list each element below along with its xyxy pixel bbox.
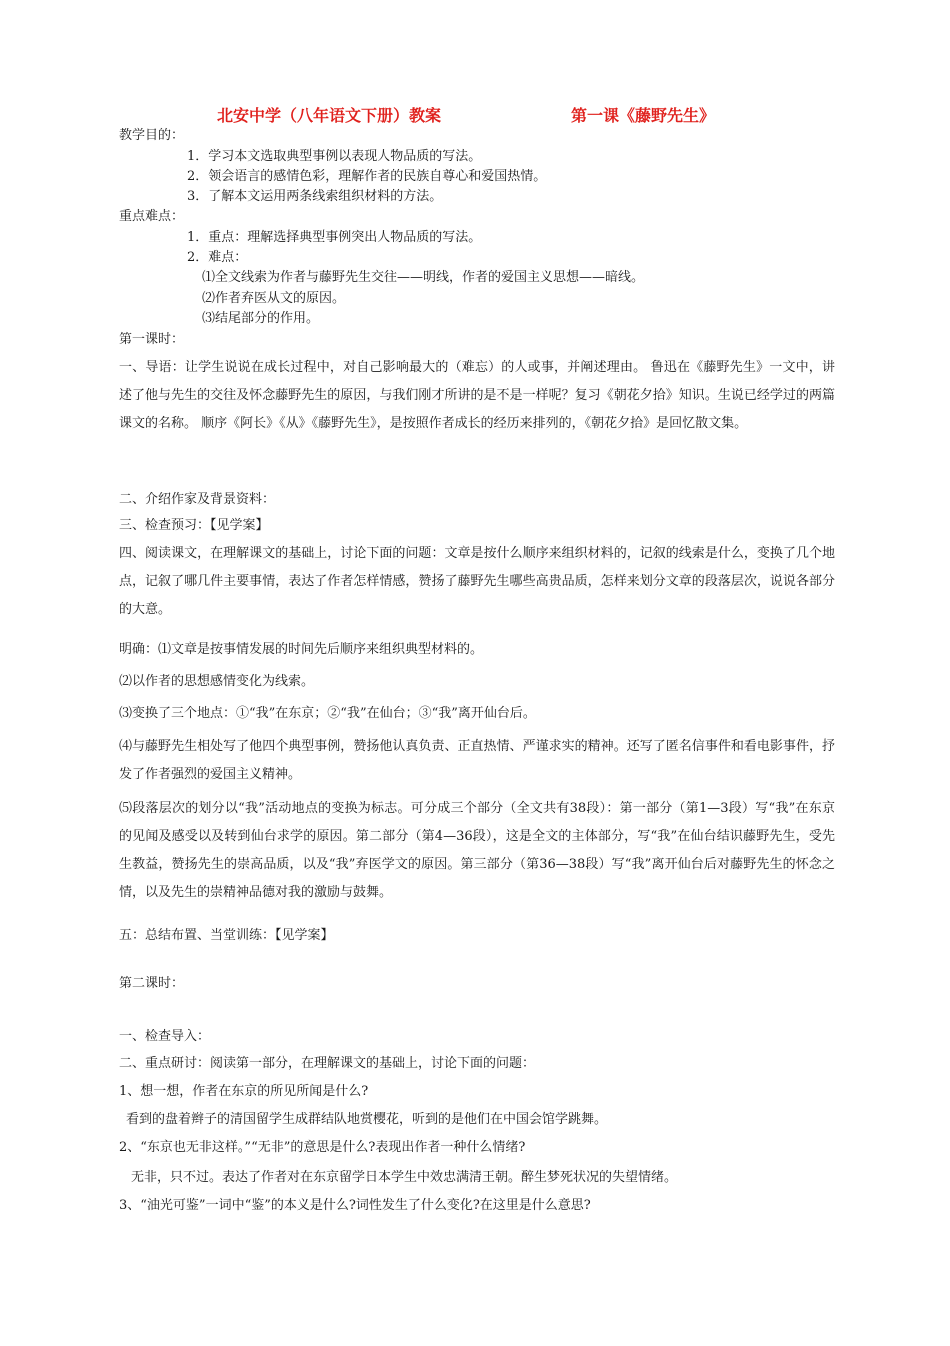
school-course-title: 北安中学（八年语文下册）教案 bbox=[217, 106, 442, 125]
question-item: 3、“油光可鉴”一词中“鉴”的本义是什么?词性发生了什么变化?在这里是什么意思? bbox=[119, 1198, 591, 1213]
answer-item: ⑶变换了三个地点：①“我”在东京；②“我”在仙台；③“我”离开仙台后。 bbox=[119, 706, 536, 721]
lesson1-step: 五：总结布置、当堂训练：【见学案】 bbox=[119, 928, 334, 943]
lesson2-heading: 第二课时： bbox=[119, 976, 185, 991]
answer-item: ⑷与藤野先生相处写了他四个典型事例，赞扬他认真负责、正直热情、严谨求实的精神。还写了匿名信事件和看电影事件，抒发了作者强烈的爱国主义精神。 bbox=[119, 739, 835, 782]
lesson1-heading: 第一课时： bbox=[119, 332, 185, 347]
answer-item: ⑸段落层次的划分以“我”活动地点的变换为标志。可分成三个部分（全文共有38段）：第一部分（第1—3段）写“我”在东京的见闻及感受以及转到仙台求学的原因。第二部分（第4—36段），这是全文的主体部分，写“我”在仙台结识藤野先生，受先生教益，赞扬先生的崇高品质，以及“我”弃医学文的原因。第三部分（第36—38段）写“我”离开仙台后对藤野先生的怀念之情，以及先生的崇精神品德对我的激励与鼓舞。 bbox=[119, 801, 835, 900]
question-item: 2、“东京也无非这样。”“无非”的意思是什么?表现出作者一种什么情绪? bbox=[119, 1140, 526, 1155]
objective-item: 3．了解本文运用两条线索组织材料的方法。 bbox=[187, 189, 443, 204]
document-title bbox=[0, 103, 950, 127]
lesson1-step: 三、检查预习：【见学案】 bbox=[119, 518, 269, 533]
objective-item: 1．学习本文选取典型事例以表现人物品质的写法。 bbox=[187, 149, 482, 164]
answer-text: 无非，只不过。表达了作者对在东京留学日本学生中效忠满清王朝。醉生梦死状况的失望情绪。 bbox=[131, 1170, 678, 1185]
difficult-point: 2．难点： bbox=[187, 250, 248, 265]
lesson1-step: 二、介绍作家及背景资料： bbox=[119, 492, 276, 507]
keypoints-heading: 重点难点： bbox=[119, 209, 185, 224]
lesson-title: 第一课《藤野先生》 bbox=[571, 106, 716, 125]
difficult-subitem: ⑴全文线索为作者与藤野先生交往——明线，作者的爱国主义思想——暗线。 bbox=[202, 270, 645, 285]
key-point: 1．重点：理解选择典型事例突出人物品质的写法。 bbox=[187, 230, 482, 245]
intro-paragraph: 一、导语：让学生说说在成长过程中，对自己影响最大的（难忘）的人或事，并阐述理由。 鲁迅在《藤野先生》一文中，讲述了他与先生的交往及怀念藤野先生的原因，与我们刚才所讲的是不是一样呢？复习《朝花夕拾》知识。生说已经学过的两篇课文的名称。 顺序《阿长》《从》《藤野先生》，是按照作者成长的经历来排列的，《朝花夕拾》是回忆散文集。 bbox=[119, 360, 835, 431]
objectives-heading: 教学目的： bbox=[119, 128, 185, 143]
difficult-subitem: ⑶结尾部分的作用。 bbox=[202, 311, 320, 326]
answer-item: 明确：⑴文章是按事情发展的时间先后顺序来组织典型材料的。 bbox=[119, 642, 484, 657]
answer-text: 看到的盘着辫子的清国留学生成群结队地赏樱花，听到的是他们在中国会馆学跳舞。 bbox=[126, 1112, 608, 1127]
objective-item: 2．领会语言的感情色彩，理解作者的民族自尊心和爱国热情。 bbox=[187, 169, 547, 184]
difficult-subitem: ⑵作者弃医从文的原因。 bbox=[202, 291, 346, 306]
discussion-paragraph: 四、阅读课文，在理解课文的基础上，讨论下面的问题：文章是按什么顺序来组织材料的，记叙的线索是什么，变换了几个地点，记叙了哪几件主要事情，表达了作者怎样情感，赞扬了藤野先生哪些高贵品质，怎样来划分文章的段落层次，说说各部分的大意。 bbox=[119, 546, 835, 617]
lesson2-step: 二、重点研讨：阅读第一部分，在理解课文的基础上，讨论下面的问题： bbox=[119, 1056, 536, 1071]
question-item: 1、想一想，作者在东京的所见所闻是什么? bbox=[119, 1084, 369, 1099]
answer-item: ⑵以作者的思想感情变化为线索。 bbox=[119, 674, 315, 689]
lesson2-step: 一、检查导入： bbox=[119, 1029, 211, 1044]
